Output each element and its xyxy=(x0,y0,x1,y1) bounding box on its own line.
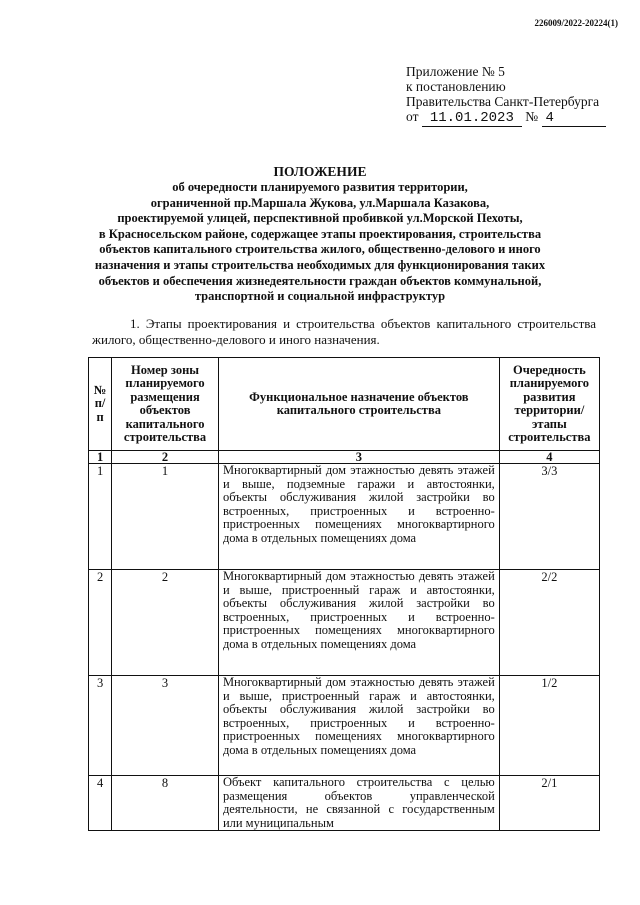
appendix-line-1: Приложение № 5 xyxy=(406,64,505,79)
appendix-number: 4 xyxy=(542,111,606,127)
column-number: 1 xyxy=(89,451,112,464)
document-subtitle xyxy=(90,180,550,305)
table-row xyxy=(89,464,600,570)
table-row xyxy=(89,776,600,831)
row-purpose: Многоквартирный дом этажностью девять этажей и выше, пристроенный гараж и автостоянки, объекты обслуживания жилой застройки во встроенных, пристроенных и встроенно-пристроенных помещениях многоквартирного дома в отдельных помещениях дома xyxy=(218,676,499,776)
row-stage: 2/2 xyxy=(499,570,599,676)
subtitle-line: проектируемой улицей, перспективной пробивкой ул.Морской Пехоты, xyxy=(117,211,523,226)
column-number: 3 xyxy=(218,451,499,464)
subtitle-line: транспортной и социальной инфраструктур xyxy=(194,289,446,304)
column-number: 4 xyxy=(499,451,599,464)
column-number: 2 xyxy=(112,451,219,464)
row-stage: 3/3 xyxy=(499,464,599,570)
subtitle-line: в Красносельском районе, содержащее этапы проектирования, строительства xyxy=(98,226,542,241)
appendix-date: 11.01.2023 xyxy=(422,111,522,127)
row-number: 2 xyxy=(89,570,112,676)
row-zone: 8 xyxy=(112,776,219,831)
header-purpose: Функциональное назначение объектов капитального строительства xyxy=(218,358,499,451)
row-number: 1 xyxy=(89,464,112,570)
subtitle-line: назначения и этапы строительства необходимых для функционирования таких xyxy=(94,257,546,272)
row-zone: 3 xyxy=(112,676,219,776)
header-number: № п/п xyxy=(89,358,112,451)
header-zone: Номер зоны планируемого размещения объектов капитального строительства xyxy=(112,358,219,451)
table-row xyxy=(89,570,600,676)
appendix-line-3: Правительства Санкт-Петербурга xyxy=(406,94,600,109)
appendix-date-row xyxy=(406,109,606,127)
subtitle-line: объектов и обеспечения жизнедеятельности граждан объектов коммунальной, xyxy=(98,273,542,288)
row-zone: 1 xyxy=(112,464,219,570)
subtitle-line: ограниченной пр.Маршала Жукова, ул.Маршала Казакова, xyxy=(150,195,490,210)
appendix-block xyxy=(406,64,606,127)
header-stage: Очередность планируемого развития территории/ этапы строительства xyxy=(499,358,599,451)
row-purpose: Объект капитального строительства с целью размещения объектов управленческой деятельности, не связанной с государственным или муниципальным xyxy=(218,776,499,831)
subtitle-line: объектов капитального строительства жилого, общественно-делового и иного xyxy=(99,242,541,257)
row-zone: 2 xyxy=(112,570,219,676)
section-paragraph: 1. Этапы проектирования и строительства объектов капитального строительства жилого, общественно-делового и иного назначения. xyxy=(92,316,596,347)
row-purpose: Многоквартирный дом этажностью девять этажей и выше, пристроенный гараж и автостоянки, объекты обслуживания жилой застройки во встроенных, пристроенных и встроенно-пристроенных помещениях многоквартирного дома в отдельных помещениях дома xyxy=(218,570,499,676)
row-purpose: Многоквартирный дом этажностью девять этажей и выше, подземные гаражи и автостоянки, объекты обслуживания жилой застройки во встроенных, пристроенных и встроенно-пристроенных помещениях многоквартирного дома в отдельных помещениях дома xyxy=(218,464,499,570)
subtitle-line: об очередности планируемого развития территории, xyxy=(172,180,468,194)
row-stage: 2/1 xyxy=(499,776,599,831)
stages-table xyxy=(88,357,600,831)
table-header-row xyxy=(89,358,600,451)
table-row xyxy=(89,676,600,776)
column-number-row xyxy=(89,451,600,464)
appendix-from: от xyxy=(406,109,419,124)
row-number: 4 xyxy=(89,776,112,831)
document-id: 226009/2022-20224(1) xyxy=(534,18,618,28)
row-stage: 1/2 xyxy=(499,676,599,776)
document-title: ПОЛОЖЕНИЕ xyxy=(273,164,367,179)
row-number: 3 xyxy=(89,676,112,776)
appendix-no-sign: № xyxy=(525,109,539,124)
appendix-line-2: к постановлению xyxy=(406,79,506,94)
